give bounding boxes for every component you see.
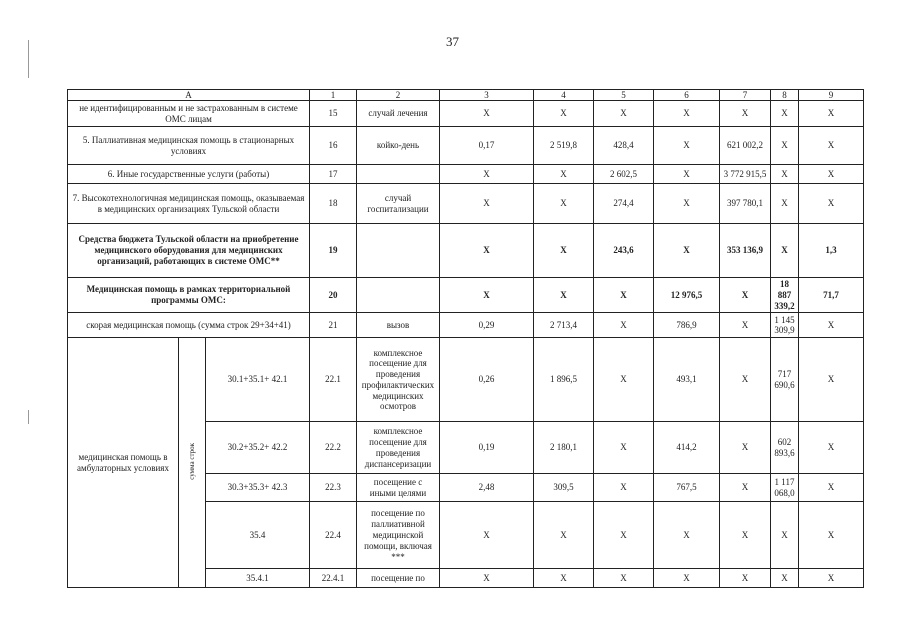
cell: койко-день	[357, 127, 440, 165]
cell: X	[654, 224, 720, 278]
cell: 309,5	[534, 474, 594, 502]
table-row	[68, 224, 864, 278]
cell: 2 519,8	[534, 127, 594, 165]
cell: X	[654, 101, 720, 127]
cell: 19	[310, 224, 357, 278]
cell: X	[534, 502, 594, 569]
cell: X	[720, 569, 771, 588]
header-cell: 5	[594, 90, 654, 101]
table-row	[68, 184, 864, 224]
sum-cell: 30.3+35.3+ 42.3	[206, 474, 310, 502]
cell: 353 136,9	[720, 224, 771, 278]
cell: X	[771, 569, 799, 588]
cell: X	[594, 278, 654, 313]
cell: 397 780,1	[720, 184, 771, 224]
cell: X	[440, 278, 534, 313]
cell: X	[440, 224, 534, 278]
cell: посещение с иными целями	[357, 474, 440, 502]
cell: 22.4.1	[310, 569, 357, 588]
scan-mark	[28, 40, 29, 78]
cell: X	[799, 422, 864, 474]
cell: X	[594, 502, 654, 569]
cell: X	[720, 474, 771, 502]
header-cell: 7	[720, 90, 771, 101]
header-row	[68, 90, 864, 101]
header-cell: 2	[357, 90, 440, 101]
cell: 274,4	[594, 184, 654, 224]
row-label: Медицинская помощь в рамках территориальной программы ОМС:	[68, 278, 310, 313]
cell: X	[440, 569, 534, 588]
cell: X	[594, 101, 654, 127]
scan-mark	[28, 410, 29, 424]
cell: 22.2	[310, 422, 357, 474]
cell: X	[440, 184, 534, 224]
cell: 1 117 068,0	[771, 474, 799, 502]
cell: X	[771, 165, 799, 184]
cell: X	[799, 101, 864, 127]
cell: 2 602,5	[594, 165, 654, 184]
header-cell: 9	[799, 90, 864, 101]
header-cell: 6	[654, 90, 720, 101]
cell: X	[720, 313, 771, 338]
cell: X	[440, 101, 534, 127]
cell: комплексное посещение для проведения профилактических медицинских осмотров	[357, 338, 440, 422]
cell: 2 180,1	[534, 422, 594, 474]
cell	[357, 224, 440, 278]
group-label: медицинская помощь в амбулаторных условиях	[68, 338, 179, 588]
cell: 20	[310, 278, 357, 313]
header-cell: 8	[771, 90, 799, 101]
cell: 0,17	[440, 127, 534, 165]
cell: 493,1	[654, 338, 720, 422]
cell: 1,3	[799, 224, 864, 278]
cell	[357, 278, 440, 313]
table-row	[68, 313, 864, 338]
header-cell: А	[68, 90, 310, 101]
cell	[357, 165, 440, 184]
cell: X	[720, 338, 771, 422]
row-label: скорая медицинская помощь (сумма строк 29+34+41)	[68, 313, 310, 338]
cell: 717 690,6	[771, 338, 799, 422]
cell: случай лечения	[357, 101, 440, 127]
row-label: не идентифицированным и не застрахованным в системе ОМС лицам	[68, 101, 310, 127]
table-row	[68, 127, 864, 165]
cell: X	[534, 224, 594, 278]
sum-cell: 30.2+35.2+ 42.2	[206, 422, 310, 474]
cell: X	[771, 502, 799, 569]
cell: X	[799, 502, 864, 569]
cell: 1 145 309,9	[771, 313, 799, 338]
cell: 18	[310, 184, 357, 224]
cell: X	[594, 422, 654, 474]
cell: X	[534, 101, 594, 127]
cell: X	[771, 127, 799, 165]
row-label: Средства бюджета Тульской области на приобретение медицинского оборудования для медицинских организаций, работающих в системе ОМС**	[68, 224, 310, 278]
cell: 621 002,2	[720, 127, 771, 165]
cell: X	[594, 338, 654, 422]
row-label: 5. Паллиативная медицинская помощь в стационарных условиях	[68, 127, 310, 165]
cell: X	[771, 184, 799, 224]
cell: X	[799, 474, 864, 502]
table-row	[68, 165, 864, 184]
table-row	[68, 101, 864, 127]
cell: X	[771, 224, 799, 278]
cell: X	[654, 184, 720, 224]
cell: 428,4	[594, 127, 654, 165]
cell: 243,6	[594, 224, 654, 278]
cell: 15	[310, 101, 357, 127]
header-cell: 4	[534, 90, 594, 101]
table-row	[68, 338, 864, 422]
cell: 1 896,5	[534, 338, 594, 422]
cell: X	[799, 127, 864, 165]
cell: 767,5	[654, 474, 720, 502]
cell: 0,29	[440, 313, 534, 338]
cell: X	[799, 569, 864, 588]
cell: X	[440, 165, 534, 184]
cell: X	[594, 474, 654, 502]
cell: 16	[310, 127, 357, 165]
cell: X	[534, 184, 594, 224]
cell: X	[594, 313, 654, 338]
cell: 2 713,4	[534, 313, 594, 338]
header-cell: 1	[310, 90, 357, 101]
vertical-text: сумма строк	[187, 443, 196, 480]
cell: X	[771, 101, 799, 127]
cell: X	[654, 502, 720, 569]
cell: X	[654, 569, 720, 588]
cell: 786,9	[654, 313, 720, 338]
cell: вызов	[357, 313, 440, 338]
header-cell: 3	[440, 90, 534, 101]
cell: X	[534, 569, 594, 588]
cell: X	[720, 422, 771, 474]
cell: случай госпитализации	[357, 184, 440, 224]
cell: X	[534, 278, 594, 313]
cell: X	[720, 278, 771, 313]
cell: 3 772 915,5	[720, 165, 771, 184]
cell: посещение по	[357, 569, 440, 588]
group-vertical-label	[179, 338, 206, 588]
cell: 22.1	[310, 338, 357, 422]
sum-cell: 30.1+35.1+ 42.1	[206, 338, 310, 422]
table-row	[68, 278, 864, 313]
cell: X	[594, 569, 654, 588]
cell: 2,48	[440, 474, 534, 502]
cell: 0,26	[440, 338, 534, 422]
cell: 21	[310, 313, 357, 338]
cell: 22.3	[310, 474, 357, 502]
cell: 71,7	[799, 278, 864, 313]
cell: X	[654, 165, 720, 184]
sum-cell: 35.4	[206, 502, 310, 569]
cell: 17	[310, 165, 357, 184]
cell: 12 976,5	[654, 278, 720, 313]
cell: X	[720, 101, 771, 127]
row-label: 6. Иные государственные услуги (работы)	[68, 165, 310, 184]
cell: 0,19	[440, 422, 534, 474]
cell: X	[799, 338, 864, 422]
cell: 22.4	[310, 502, 357, 569]
cell: X	[799, 184, 864, 224]
row-label: 7. Высокотехнологичная медицинская помощь, оказываемая в медицинских организациях Тульской области	[68, 184, 310, 224]
cell: X	[720, 502, 771, 569]
cell: X	[654, 127, 720, 165]
cell: X	[799, 165, 864, 184]
cell: посещение по паллиативной медицинской помощи, включая ***	[357, 502, 440, 569]
cell: X	[534, 165, 594, 184]
page-number: 37	[446, 34, 459, 49]
cell: комплексное посещение для проведения диспансеризации	[357, 422, 440, 474]
cell: X	[799, 313, 864, 338]
cell: X	[440, 502, 534, 569]
data-table	[67, 89, 864, 588]
sum-cell: 35.4.1	[206, 569, 310, 588]
cell: 18 887 339,2	[771, 278, 799, 313]
cell: 602 893,6	[771, 422, 799, 474]
cell: 414,2	[654, 422, 720, 474]
